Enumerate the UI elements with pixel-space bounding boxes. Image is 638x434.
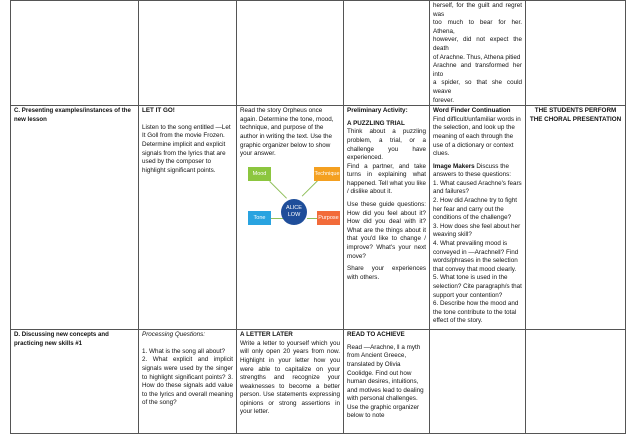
table-row bbox=[11, 1, 626, 106]
activity-instructions: Write a letter to yourself which you will only open 20 years from now. Highlight in your letter how you were able to capitalize on your strengths and recognize your weaknesses to become a better person. Use statements expressing opinions or strong assertions in your letter. bbox=[240, 339, 340, 416]
tone-box: Tone bbox=[248, 211, 271, 225]
question: 3. How does she feel about her weaving skill? bbox=[433, 222, 521, 239]
lesson-plan-table bbox=[10, 0, 626, 434]
question: 1. What is the song all about? bbox=[142, 347, 225, 355]
row-label-discussing-concepts: D. Discussing new concepts and practicing new skills #1 bbox=[11, 330, 139, 434]
center-label-line2: LOW bbox=[287, 211, 301, 218]
letter-later-cell bbox=[237, 330, 344, 434]
read-to-achieve-cell bbox=[344, 330, 430, 434]
empty-cell bbox=[526, 1, 626, 106]
mood-box: Mood bbox=[248, 167, 271, 181]
question: 2. What explicit and implicit signals were used by the singer to highlight significant points? 3. How do these signals add value to the lyrics and overall meaning of the song? bbox=[142, 356, 233, 407]
activity-step: Share your experiences with others. bbox=[347, 265, 426, 281]
empty-cell bbox=[237, 1, 344, 106]
empty-cell bbox=[430, 330, 526, 434]
empty-cell bbox=[526, 330, 626, 434]
processing-questions-cell bbox=[139, 330, 237, 434]
choral-presentation-cell: THE STUDENTS PERFORM THE CHORAL PRESENTATION bbox=[526, 106, 626, 330]
activity-title: A LETTER LATER bbox=[240, 331, 293, 339]
activity-instructions: Read ―Arachne, ‖ a myth from Ancient Greece, translated by Olivia Coolidge. Find out how human desires, intuitions, and motives lead to dealing with personal challenges. Use the graphic organizer below to note bbox=[347, 343, 424, 420]
center-circle bbox=[281, 199, 307, 225]
question: 5. What tone is used in the selection? Cite paragraph/s that support your contention? bbox=[433, 274, 522, 299]
row-label-presenting-examples: C. Presenting examples/instances of the new lesson bbox=[11, 106, 139, 330]
activity-title: LET IT GO! bbox=[142, 107, 175, 115]
story-line: Arachne and transformed her into bbox=[433, 62, 522, 78]
question: 1. What caused Arachne's fears and failures? bbox=[433, 179, 522, 196]
question: 2. How did Arachne try to fight her fear and carry out the conditions of the challenge? bbox=[433, 197, 518, 222]
technique-box: Technique bbox=[314, 167, 340, 181]
activity-heading: Word Finder Continuation bbox=[433, 107, 511, 115]
orpheus-cell bbox=[237, 106, 344, 330]
story-line: a spider, so that she could weave bbox=[433, 79, 522, 95]
question: 4. What prevailing mood is conveyed in ―Arachne‖? Find words/phrases in the selection that convey that mood clearly. bbox=[433, 240, 519, 273]
activity-step: Find a partner, and take turns in explaining what happened. Tell what you like / dislike about it. bbox=[347, 162, 426, 196]
center-label-line1: ALICE bbox=[286, 205, 302, 212]
arachne-story-cell bbox=[430, 1, 526, 106]
activity-step: Think about a puzzling problem, a trial, or a challenge you have experienced. bbox=[347, 128, 426, 162]
question: 6. Describe how the mood and the tone contribute to the total effect of the story. bbox=[433, 300, 519, 325]
activity-heading: Image Makers bbox=[433, 162, 475, 170]
purpose-box: Purpose bbox=[317, 211, 340, 225]
word-finder-cell bbox=[430, 106, 526, 330]
empty-cell bbox=[344, 1, 430, 106]
story-line: however, did not expect the death bbox=[433, 36, 522, 52]
story-line: of Arachne. Thus, Athena pitied bbox=[433, 53, 521, 61]
table-row bbox=[11, 330, 626, 434]
guide-questions: Use these guide questions: How did you feel about it? How did you deal with it? What are the things about it that you'd like to change / improve? What's your next move? bbox=[347, 201, 426, 260]
let-it-go-cell bbox=[139, 106, 237, 330]
preliminary-activity-cell bbox=[344, 106, 430, 330]
activity-heading: Processing Questions: bbox=[142, 331, 205, 339]
graphic-organizer bbox=[248, 167, 340, 255]
activity-heading: Preliminary Activity: bbox=[347, 107, 408, 115]
empty-cell bbox=[139, 1, 237, 106]
activity-subheading: A PUZZLING TRIAL bbox=[347, 119, 405, 127]
table-row bbox=[11, 106, 626, 330]
activity-instructions: Listen to the song entitled ―Let It Go‖ from the movie Frozen. Determine implicit and explicit signals from the lyrics that are used by the composer to highlight significant points. bbox=[142, 123, 231, 174]
story-line: forever. bbox=[433, 96, 454, 104]
image-makers-intro bbox=[433, 163, 522, 180]
intro-text: Discuss the answers to these questions: bbox=[433, 162, 512, 179]
activity-instructions: Find difficult/unfamiliar words in the selection, and look up the meaning of each through the use of a dictionary or context clues. bbox=[433, 115, 521, 158]
activity-instructions: Read the story Orpheus once again. Determine the tone, mood, technique, and purpose of the author in writing the text. Use the graphic organizer below to show your answer. bbox=[240, 107, 334, 158]
activity-title: READ TO ACHIEVE bbox=[347, 331, 405, 339]
story-line: herself, for the guilt and regret was bbox=[433, 2, 522, 18]
story-line: too much to bear for her. Athena, bbox=[433, 19, 522, 35]
empty-cell bbox=[11, 1, 139, 106]
